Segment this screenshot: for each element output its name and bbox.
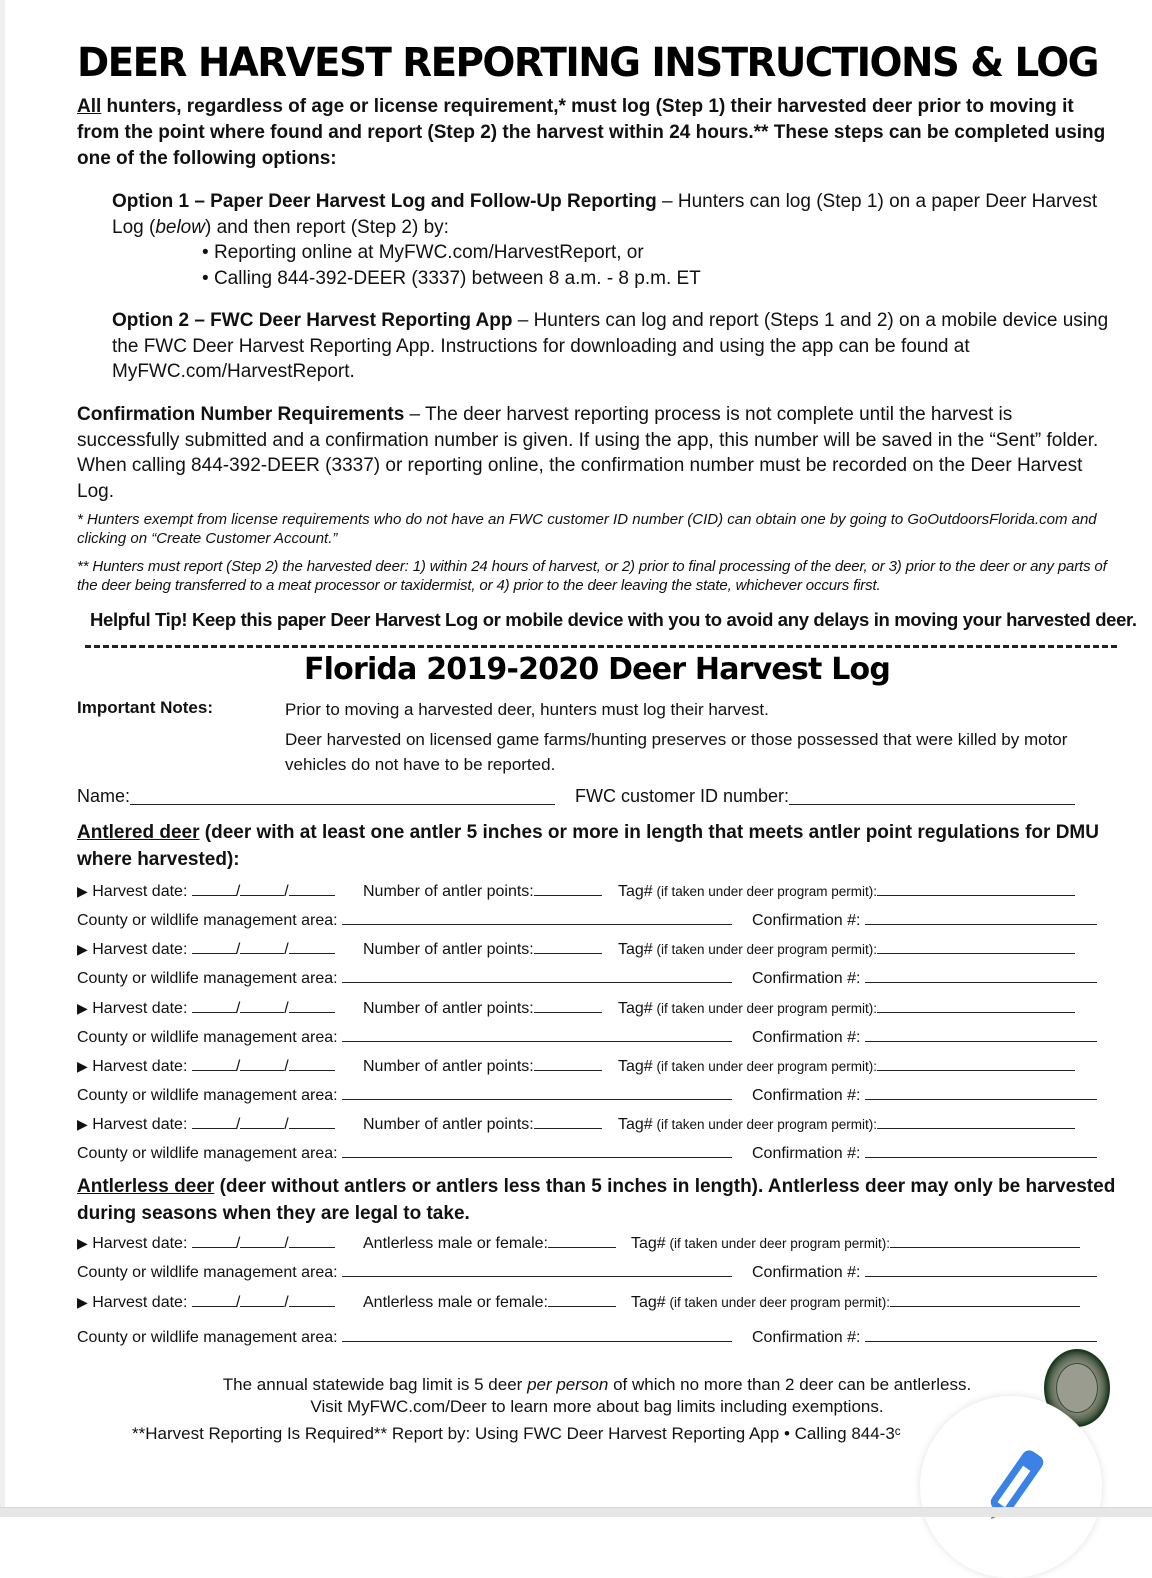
county-group <box>77 1084 732 1105</box>
antlered-section-heading <box>77 819 1117 873</box>
count-group <box>363 938 602 959</box>
option-1-heading: Option 1 – Paper Deer Harvest Log and Follow-Up Reporting <box>112 191 657 212</box>
harvest-entry-row <box>77 1291 1102 1313</box>
county-field[interactable] <box>342 967 732 983</box>
confirmation-heading: Confirmation Number Requirements <box>77 404 405 425</box>
tag-field[interactable] <box>877 1113 1075 1129</box>
confirmation-group <box>752 1142 1097 1163</box>
harvest-date-group: ▶ Harvest date: / / <box>77 880 335 901</box>
tag-label: Tag# <box>618 1057 653 1075</box>
confirmation-group <box>752 1026 1097 1047</box>
harvest-location-row <box>77 1261 1102 1283</box>
county-label: County or wildlife management area: <box>77 912 338 929</box>
footnote-2: ** Hunters must report (Step 2) the harvested deer: 1) within 24 hours of harvest, or 2) prior to final processing of the deer, or 3) prior to the deer or any parts of the deer being transferred to a meat processor or taxidermist, or 4) prior to the deer leaving the state, whichever occurs first. <box>77 558 1107 594</box>
county-field[interactable] <box>342 1261 732 1277</box>
harvest-date-year[interactable] <box>289 1113 335 1129</box>
bag-limit-line-2: Visit MyFWC.com/Deer to learn more about bag limits including exemptions. <box>310 1397 884 1416</box>
seal-emblem <box>1056 1363 1098 1413</box>
triangle-bullet-icon: ▶ <box>77 1293 88 1310</box>
county-field[interactable] <box>342 909 732 925</box>
confirmation-label: Confirmation #: <box>752 970 861 988</box>
intro-emphasis: All <box>77 96 102 117</box>
count-field[interactable] <box>534 938 602 954</box>
count-label: Number of antler points: <box>363 999 534 1017</box>
harvest-date-label: Harvest date: <box>92 1116 188 1134</box>
confirmation-field[interactable] <box>865 1026 1097 1042</box>
county-field[interactable] <box>342 1084 732 1100</box>
confirmation-text: – The deer harvest reporting process is not complete until the harvest is successfully submitted and a confirmation number is given. If using the app, this number will be saved in the “Sent” folder. When calling 844-392-DEER (3337) or reporting online, the confirmation number must be recorded on the Deer Harvest Log. <box>77 404 1099 502</box>
count-label: Number of antler points: <box>363 1057 534 1075</box>
tag-note: (if taken under deer program permit): <box>665 1236 891 1251</box>
confirmation-group <box>752 967 1097 988</box>
harvest-date-year[interactable] <box>289 1055 335 1071</box>
confirmation-group <box>752 1084 1097 1105</box>
county-label: County or wildlife management area: <box>77 1145 338 1163</box>
count-field[interactable] <box>534 1055 602 1071</box>
harvest-location-row <box>77 1026 1102 1048</box>
harvest-date-label: Harvest date: <box>92 999 188 1017</box>
confirmation-label: Confirmation #: <box>752 1264 861 1281</box>
count-label: Number of antler points: <box>363 1116 534 1134</box>
triangle-bullet-icon: ▶ <box>77 1057 88 1074</box>
count-group <box>363 1055 602 1076</box>
harvest-date-group: ▶ Harvest date: / / <box>77 1113 335 1134</box>
triangle-bullet-icon: ▶ <box>77 1116 88 1133</box>
tag-note: (if taken under deer program permit): <box>665 1294 891 1310</box>
cut-line-divider <box>85 645 1117 648</box>
document-title: DEER HARVEST REPORTING INSTRUCTIONS & LOG <box>77 40 1098 86</box>
tag-label: Tag# <box>631 1293 666 1311</box>
harvest-entry-row <box>77 938 1102 960</box>
confirmation-group <box>752 909 1097 930</box>
county-group <box>77 967 732 988</box>
harvest-date-group: ▶ Harvest date: / / <box>77 1291 335 1312</box>
antlerless-description: (deer without antlers or antlers less than 5 inches in length). Antlerless deer may only be harvested during seasons when they are legal to take. <box>77 1176 1116 1224</box>
antlered-title: Antlered deer <box>77 822 200 843</box>
tag-group <box>618 1113 1075 1134</box>
confirmation-field[interactable] <box>865 1261 1097 1277</box>
harvest-date-day[interactable] <box>240 1232 284 1248</box>
confirmation-label: Confirmation #: <box>752 912 861 929</box>
tag-note: (if taken under deer program permit): <box>652 1000 878 1016</box>
tag-field[interactable] <box>877 997 1075 1013</box>
harvest-location-row <box>77 967 1102 989</box>
triangle-bullet-icon: ▶ <box>77 941 88 958</box>
harvest-date-day[interactable] <box>240 1291 284 1307</box>
harvest-date-day[interactable] <box>240 997 284 1013</box>
count-group <box>363 1291 616 1312</box>
harvest-location-row <box>77 1084 1102 1106</box>
tag-group <box>618 880 1075 901</box>
confirmation-field[interactable] <box>865 1326 1097 1342</box>
important-notes-label: Important Notes: <box>77 698 213 717</box>
harvest-date-label: Harvest date: <box>92 1057 188 1075</box>
tag-note: (if taken under deer program permit): <box>652 942 878 958</box>
confirmation-group <box>752 1261 1097 1282</box>
confirmation-field[interactable] <box>865 1142 1097 1158</box>
count-field[interactable] <box>548 1291 616 1307</box>
tag-field[interactable] <box>890 1291 1080 1307</box>
tag-label: Tag# <box>618 883 653 900</box>
tag-field[interactable] <box>877 938 1075 954</box>
count-field[interactable] <box>534 880 602 896</box>
bullet-online: • Reporting online at MyFWC.com/HarvestReport, or <box>202 240 1112 266</box>
bag-text-end: of which no more than 2 deer can be antlerless. <box>608 1375 972 1394</box>
edit-fab-button[interactable] <box>920 1396 1102 1578</box>
triangle-bullet-icon: ▶ <box>77 1235 88 1251</box>
harvest-date-day[interactable] <box>240 938 284 954</box>
reporting-required-line: **Harvest Reporting Is Required** Report by: Using FWC Deer Harvest Reporting App • Calling 844-3ᶜ <box>132 1424 901 1443</box>
harvest-date-month[interactable] <box>192 997 236 1013</box>
county-group <box>77 909 732 930</box>
helpful-tip: Helpful Tip! Keep this paper Deer Harvest Log or mobile device with you to avoid any delays in moving your harvested deer. <box>90 609 1137 630</box>
count-field[interactable] <box>534 1113 602 1129</box>
footnote-1: * Hunters exempt from license requirements who do not have an FWC customer ID number (CID) can obtain one by going to GoOutdoorsFlorida.com and clicking on “Create Customer Account.” <box>77 511 1097 547</box>
county-field[interactable] <box>342 1326 732 1342</box>
count-label: Number of antler points: <box>363 883 534 900</box>
option-1 <box>112 189 1112 291</box>
cid-field[interactable] <box>789 786 1075 805</box>
viewer-left-edge <box>0 0 5 1517</box>
county-group <box>77 1026 732 1047</box>
confirmation-field[interactable] <box>865 1084 1097 1100</box>
harvest-entry-row <box>77 1232 1102 1254</box>
harvest-date-group: ▶ Harvest date: / / <box>77 1055 335 1076</box>
name-field[interactable] <box>130 786 555 805</box>
antlerless-section-heading <box>77 1173 1117 1227</box>
count-group <box>363 1232 616 1253</box>
harvest-location-row <box>77 1326 1102 1348</box>
count-label: Number of antler points: <box>363 941 534 959</box>
important-notes <box>285 697 1085 782</box>
confirmation-label: Confirmation #: <box>752 1086 861 1104</box>
harvest-date-month[interactable] <box>192 1113 236 1129</box>
option-1-text-end: ) and then report (Step 2) by: <box>204 216 449 238</box>
tag-group <box>618 938 1075 959</box>
harvest-entry-row <box>77 997 1102 1019</box>
bullet-phone: • Calling 844-392-DEER (3337) between 8 a.m. - 8 p.m. ET <box>202 266 1112 292</box>
intro-text: hunters, regardless of age or license requirement,* must log (Step 1) their harvested deer prior to moving it from the point where found and report (Step 2) the harvest within 24 hours.** These steps can be completed using one of the following options: <box>77 96 1106 169</box>
count-group <box>363 1113 602 1134</box>
option-1-text: – Hunters can log (Step 1) on a paper Deer Harvest Log ( <box>112 191 1098 238</box>
confirmation-field[interactable] <box>865 909 1097 925</box>
tag-field[interactable] <box>890 1232 1080 1248</box>
county-group <box>77 1142 732 1163</box>
harvest-date-label: Harvest date: <box>92 941 188 959</box>
cid-label: FWC customer ID number: <box>575 786 790 806</box>
viewer-bottom-bar <box>0 1507 1152 1517</box>
confirmation-label: Confirmation #: <box>752 1329 861 1346</box>
antlerless-title: Antlerless deer <box>77 1176 215 1197</box>
tag-group <box>631 1232 1080 1253</box>
tag-note: (if taken under deer program permit): <box>652 1058 878 1074</box>
harvest-date-year[interactable] <box>289 938 335 954</box>
harvest-date-label: Harvest date: <box>92 1235 188 1252</box>
harvest-entry-row <box>77 1055 1102 1077</box>
confirmation-label: Confirmation #: <box>752 1028 861 1046</box>
harvest-entry-row <box>77 1113 1102 1135</box>
county-label: County or wildlife management area: <box>77 1329 338 1346</box>
county-label: County or wildlife management area: <box>77 1264 338 1281</box>
count-field[interactable] <box>534 997 602 1013</box>
tag-group <box>618 1055 1075 1076</box>
tag-group <box>618 997 1075 1018</box>
count-group <box>363 880 602 901</box>
triangle-bullet-icon: ▶ <box>77 999 88 1016</box>
option-1-italic: below <box>155 216 205 238</box>
tag-note: (if taken under deer program permit): <box>652 884 878 899</box>
bag-text: The annual statewide bag limit is 5 deer <box>222 1375 528 1394</box>
intro-paragraph <box>77 94 1117 172</box>
name-label: Name: <box>77 786 131 806</box>
tag-label: Tag# <box>631 1235 666 1252</box>
harvest-date-group: ▶ Harvest date: / / <box>77 1232 335 1253</box>
harvest-date-group: ▶ Harvest date: / / <box>77 997 335 1018</box>
county-label: County or wildlife management area: <box>77 1028 338 1046</box>
triangle-bullet-icon: ▶ <box>77 883 88 899</box>
tag-field[interactable] <box>877 880 1075 896</box>
harvest-date-day[interactable] <box>240 880 284 896</box>
county-label: County or wildlife management area: <box>77 970 338 988</box>
harvest-entry-row <box>77 880 1102 902</box>
note-item: Prior to moving a harvested deer, hunters must log their harvest. <box>285 700 769 719</box>
option-2-text: – Hunters can log and report (Steps 1 and 2) on a mobile device using the FWC Deer Harvest Reporting App. Instructions for downloading and using the app can be found at MyFWC.com/HarvestReport. <box>112 310 1109 382</box>
confirmation-label: Confirmation #: <box>752 1145 861 1163</box>
count-label: Antlerless male or female: <box>363 1293 548 1311</box>
confirmation-requirements <box>77 402 1117 504</box>
confirmation-field[interactable] <box>865 967 1097 983</box>
county-field[interactable] <box>342 1142 732 1158</box>
tag-label: Tag# <box>618 941 653 959</box>
tag-group <box>631 1291 1080 1312</box>
confirmation-group <box>752 1326 1097 1347</box>
option-1-bullets <box>112 240 1112 291</box>
count-label: Antlerless male or female: <box>363 1235 548 1252</box>
harvest-date-year[interactable] <box>289 1232 335 1248</box>
count-field[interactable] <box>548 1232 616 1248</box>
harvest-date-month[interactable] <box>192 1291 236 1307</box>
log-title: Florida 2019-2020 Deer Harvest Log <box>303 652 891 687</box>
harvest-date-year[interactable] <box>289 997 335 1013</box>
bag-italic: per person <box>527 1375 609 1394</box>
tag-note: (if taken under deer program permit): <box>652 1117 878 1133</box>
harvest-date-group: ▶ Harvest date: / / <box>77 938 335 959</box>
tag-field[interactable] <box>877 1055 1075 1071</box>
county-group <box>77 1261 732 1282</box>
harvest-date-day[interactable] <box>240 1055 284 1071</box>
hunter-info-row <box>77 786 1102 807</box>
note-item: Deer harvested on licensed game farms/hunting preserves or those possessed that were killed by motor vehicles do not have to be reported. <box>285 730 1068 774</box>
harvest-date-label: Harvest date: <box>92 1293 188 1311</box>
tag-label: Tag# <box>618 1116 653 1134</box>
option-2 <box>112 308 1112 385</box>
county-label: County or wildlife management area: <box>77 1086 338 1104</box>
harvest-date-month[interactable] <box>192 880 236 896</box>
bag-limit-line-1 <box>77 1374 1117 1396</box>
harvest-date-month[interactable] <box>192 938 236 954</box>
county-field[interactable] <box>342 1026 732 1042</box>
harvest-date-year[interactable] <box>289 880 335 896</box>
option-2-heading: Option 2 – FWC Deer Harvest Reporting App <box>112 310 513 331</box>
antlered-description: (deer with at least one antler 5 inches or more in length that meets antler point regulations for DMU where harvested): <box>77 822 1099 870</box>
harvest-date-day[interactable] <box>240 1113 284 1129</box>
harvest-date-month[interactable] <box>192 1232 236 1248</box>
tag-label: Tag# <box>618 999 653 1017</box>
harvest-location-row <box>77 1142 1102 1164</box>
count-group <box>363 997 602 1018</box>
harvest-date-month[interactable] <box>192 1055 236 1071</box>
harvest-date-year[interactable] <box>289 1291 335 1307</box>
harvest-location-row <box>77 909 1102 931</box>
harvest-date-label: Harvest date: <box>92 883 188 900</box>
county-group <box>77 1326 732 1347</box>
